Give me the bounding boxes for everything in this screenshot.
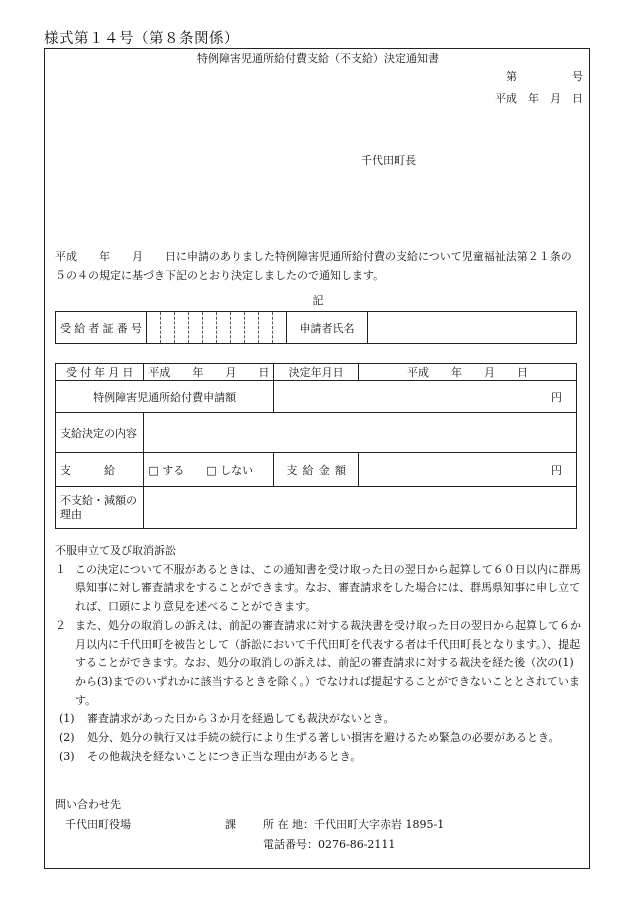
applicant-name-label: 申請者氏名 — [287, 312, 368, 344]
yen-unit: 円 — [551, 390, 562, 404]
payment-amount-field[interactable] — [359, 453, 577, 487]
office-phone: 電話番号：0276-86-2111 — [263, 838, 396, 851]
recipient-table — [55, 311, 577, 344]
office-name: 千代田町役場 — [65, 818, 131, 831]
contact-office-row — [55, 815, 575, 835]
reason-label: 不支給・減額の理由 — [56, 487, 144, 529]
form-number-label: 様式第１４号（第８条関係） — [44, 31, 239, 47]
contact-block — [55, 795, 575, 855]
option-yes-checkbox[interactable]: □ する — [148, 463, 185, 477]
recipient-number-box[interactable] — [161, 312, 175, 344]
note-text: また、処分の取消しの訴えは、前記の審査請求に対する裁決書を受け取った日の翌日から起算して６か月以内に千代田町を被告として（訴訟において千代田町を代表する者は千代田町長となります。）、提起することができます。なお、処分の取消しの訴えは、前記の審査請求に対する裁決を経た後（次の(1)から(3)までのいずれかに該当するときを除く。）でなければ提起することができないこととされています。 — [75, 618, 581, 707]
note-sub-number: (3) — [59, 749, 75, 763]
decision-date-label: 決定年月日 — [274, 364, 359, 381]
recipient-number-box[interactable] — [217, 312, 231, 344]
note-sub-item — [55, 710, 583, 729]
payment-options — [144, 453, 274, 487]
note-item — [55, 561, 583, 617]
received-date-label: 受付年月日 — [56, 364, 144, 381]
document-title: 特例障害児通所給付費支給（不支給）決定通知書 — [197, 52, 439, 65]
yen-unit: 円 — [551, 463, 562, 477]
recipient-number-box[interactable] — [147, 312, 161, 344]
notice-frame — [44, 48, 590, 869]
decision-content-field[interactable] — [144, 413, 577, 453]
applicant-name-field[interactable] — [368, 312, 577, 344]
appeal-notes — [55, 542, 583, 766]
payment-label: 支 給 — [56, 453, 144, 487]
payment-amount-label: 支給金額 — [274, 453, 359, 487]
contact-phone-row — [55, 835, 575, 855]
option-no-checkbox[interactable]: □ しない — [206, 463, 254, 477]
note-item — [55, 617, 583, 711]
recipient-number-box[interactable] — [259, 312, 273, 344]
issuer-name: 千代田町長 — [361, 154, 416, 167]
recipient-number-box[interactable] — [231, 312, 245, 344]
recipient-number-box[interactable] — [203, 312, 217, 344]
received-date-value[interactable]: 平成 年 月 日 — [144, 364, 274, 381]
note-sub-text: 処分、処分の執行又は手続の続行により生ずる著しい損害を避けるため緊急の必要があるとき。 — [87, 731, 560, 745]
recipient-number-box[interactable] — [175, 312, 189, 344]
ki-heading: 記 — [312, 294, 324, 307]
note-sub-item — [55, 748, 583, 767]
section-label: 課 — [225, 818, 236, 831]
contact-heading: 問い合わせ先 — [55, 798, 121, 811]
decision-table — [55, 363, 577, 529]
decision-content-label: 支給決定の内容 — [56, 413, 144, 453]
note-number: １ — [55, 562, 66, 576]
notice-body: 平成 年 月 日に申請のありました特例障害児通所給付費の支給について児童福祉法第２１条の５の４の規定に基づき下記のとおり決定しましたので通知します。 — [55, 250, 572, 282]
note-sub-text: その他裁決を経ないことにつき正当な理由があるとき。 — [87, 749, 362, 763]
recipient-number-box[interactable] — [189, 312, 203, 344]
notes-heading: 不服申立て及び取消訴訟 — [55, 544, 176, 557]
recipient-number-box[interactable] — [273, 312, 287, 344]
document-number: 第 号 — [506, 70, 583, 83]
note-number: ２ — [55, 618, 66, 632]
note-sub-number: (1) — [59, 712, 75, 726]
reason-field[interactable] — [144, 487, 577, 529]
note-sub-item — [55, 729, 583, 748]
note-sub-text: 審査請求があった日から３か月を経過しても裁決がないとき。 — [87, 712, 395, 726]
requested-amount-field[interactable] — [274, 381, 577, 413]
note-sub-number: (2) — [59, 731, 75, 745]
office-address: 所 在 地：千代田町大字赤岩 1895-1 — [263, 818, 445, 831]
decision-date-value[interactable]: 平成 年 月 日 — [359, 364, 577, 381]
recipient-number-box[interactable] — [245, 312, 259, 344]
note-text: この決定について不服があるときは、この通知書を受け取った日の翌日から起算して６０日以内に群馬県知事に対し審査請求をすることができます。なお、審査請求をした場合には、群馬県知事に申し立てれば、口頭により意見を述べることができます。 — [75, 562, 581, 614]
document-date: 平成 年 月 日 — [495, 92, 583, 105]
requested-amount-label: 特例障害児通所給付費申請額 — [56, 381, 274, 413]
recipient-number-label: 受給者証番号 — [56, 312, 147, 344]
